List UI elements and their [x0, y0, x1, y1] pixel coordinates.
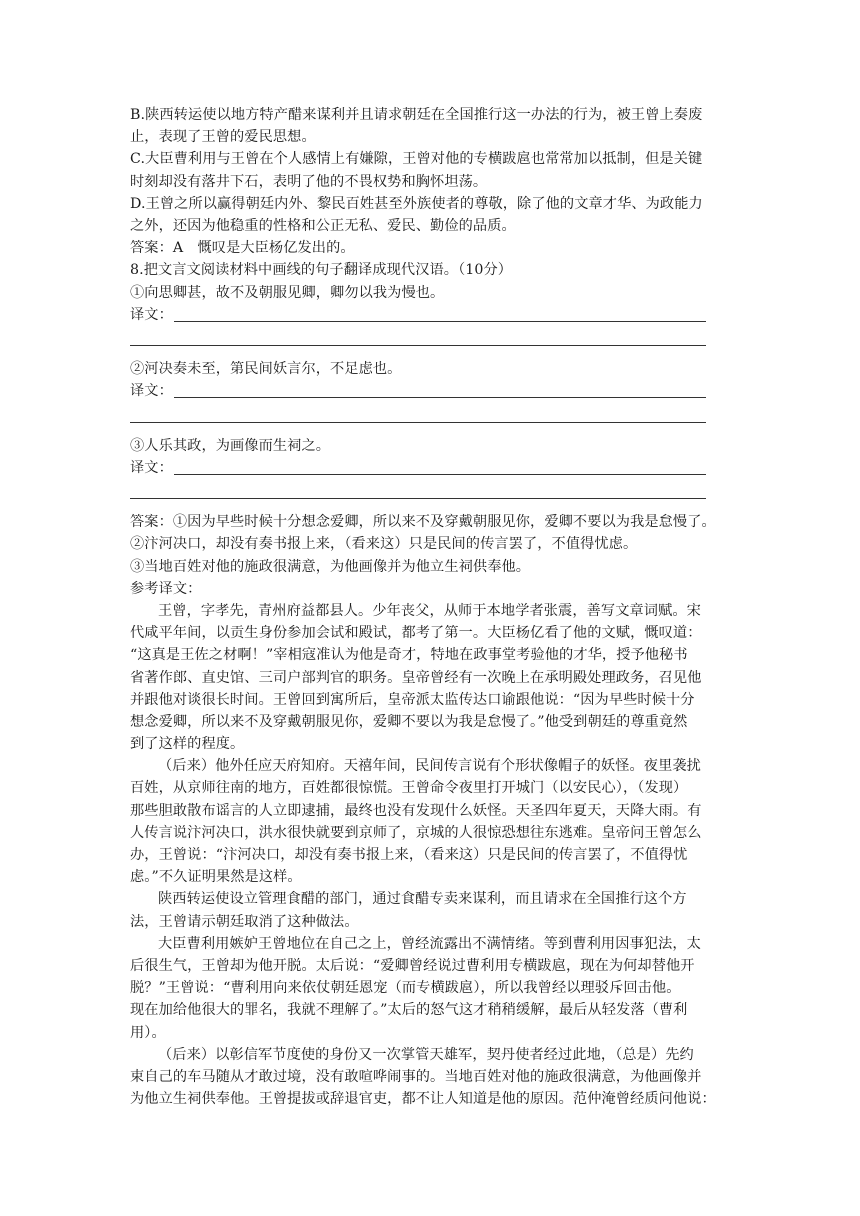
text-line: 想念爱卿，所以来不及穿戴朝服见你，爱卿不要以为我是怠慢了。”他受到朝廷的尊重竟然 [130, 713, 688, 730]
option-c [130, 148, 732, 192]
text-line: 法，王曾请示朝廷取消了这种做法。 [130, 913, 359, 930]
option-d [130, 193, 732, 237]
answer-blank-3b[interactable] [130, 479, 732, 501]
question-8-item-2: ②河决奏未至，第民间妖言尔，不足虑也。 [130, 361, 402, 378]
answer-blank-1[interactable] [130, 304, 732, 326]
text-line: 陕西转运使设立管理食醋的部门，通过食醋专卖来谋利，而且请求在全国推行这个方 [158, 891, 687, 908]
question-8-title: 8.把文言文阅读材料中画线的句子翻译成现代汉语。（10分） [130, 262, 513, 279]
text-line: 百姓，从京师往南的地方，百姓都很惊慌。王曾命令夜里打开城门（以安民心），（发现） [130, 780, 688, 797]
text-line: 那些胆敢散布谣言的人立即逮捕，最终也没有发现什么妖怪。天圣四年夏天，天降大雨。有 [130, 802, 702, 819]
paragraph-4 [130, 933, 732, 1044]
text-line: 代咸平年间，以贡生身份参加会试和殿试，都考了第一。大臣杨亿看了他的文赋，慨叹道： [130, 625, 702, 642]
paragraph-3 [130, 888, 732, 932]
paragraph-1 [130, 600, 732, 755]
answer-underline [174, 397, 706, 398]
text-line: 办，王曾说：“汴河决口，却没有奏书报上来，（看来这）只是民间的传言罢了，不值得忧 [130, 847, 688, 863]
document-page [130, 104, 732, 1110]
text-line: ③当地百姓对他的施政很满意，为他画像并为他立生祠供奉他。 [130, 558, 531, 575]
paragraph-5 [130, 1044, 732, 1111]
text-line: 答案：①因为早些时候十分想念爱卿，所以来不及穿戴朝服见你，爱卿不要以为我是怠慢了。 [130, 514, 716, 531]
answer-underline [174, 321, 706, 322]
text-line: 止，表现了王曾的爱民思想。 [130, 129, 316, 146]
translate-label: 译文： [130, 459, 173, 476]
text-line: 为他立生祠供奉他。王曾提拔或辞退官吏，都不让人知道是他的原因。范仲淹曾经质问他说： [130, 1091, 716, 1108]
text-line: 之外，还因为他稳重的性格和公正无私、爱民、勤俭的品质。 [130, 217, 516, 234]
text-line: 束自己的车马随从才敢过境，没有敢喧哗闹事的。当地百姓对他的施政很满意，为他画像并 [130, 1068, 702, 1085]
answer-underline [174, 474, 706, 475]
text-line: “这真是王佐之材啊！”宰相寇准认为他是奇才，特地在政事堂考验他的才华，授予他秘书 [130, 647, 688, 664]
option-b [130, 104, 732, 148]
text-line: 人传言说汴河决口，洪水很快就要到京师了，京城的人很惊恐想往东逃难。皇帝问王曾怎么 [130, 824, 702, 841]
translate-label: 译文： [130, 306, 173, 323]
question-8-item-3: ③人乐其政，为画像而生祠之。 [130, 437, 331, 454]
text-line: （后来）他外任应天府知府。天禧年间，民间传言说有个形状像帽子的妖怪。夜里袭扰 [158, 758, 701, 775]
question-8-item-1: ①向思卿甚，故不及朝服见卿，卿勿以我为慢也。 [130, 284, 445, 301]
answer-underline [130, 345, 706, 346]
text-line: 后很生气，王曾却为他开脱。太后说：“爱卿曾经说过曹利用专横跋扈，现在为何却替他开 [130, 957, 695, 974]
translate-label: 译文： [130, 383, 173, 400]
answer-blank-2b[interactable] [130, 402, 732, 424]
text-line: D.王曾之所以赢得朝廷内外、黎民百姓甚至外族使者的尊敬，除了他的文章才华、为政能力 [130, 195, 703, 212]
answer-blank-3[interactable] [130, 457, 732, 479]
text-line: 时刻却没有落井下石，表明了他的不畏权势和胸怀坦荡。 [130, 173, 488, 190]
text-line: 脱？”王曾说：“曹利用向来依仗朝廷恩宠（而专横跋扈），所以我曾经以理驳斥回击他。 [130, 980, 681, 997]
answer-underline [130, 498, 706, 499]
text-line: B.陕西转运使以地方特产醋来谋利并且请求朝廷在全国推行这一办法的行为，被王曾上奏废 [130, 107, 703, 123]
text-line: 现在加给他很大的罪名，我就不理解了。”太后的怒气这才稍稍缓解，最后从轻发落（曹利 [130, 1002, 688, 1019]
paragraph-2 [130, 755, 732, 888]
answer-blank-2[interactable] [130, 380, 732, 402]
text-line: 到了这样的程度。 [130, 736, 245, 753]
text-line: 并跟他对谈很长时间。王曾回到寓所后，皇帝派太监传达口谕跟他说：“因为早些时候十分 [130, 691, 695, 708]
text-line: C.大臣曹利用与王曾在个人感情上有嫌隙，王曾对他的专横跋扈也常常加以抵制，但是关键 [130, 151, 703, 168]
answer-blank-1b[interactable] [130, 326, 732, 348]
answer-underline [130, 422, 706, 423]
answer-7: 答案：A 慨叹是大臣杨亿发出的。 [130, 240, 355, 257]
reference-title: 参考译文： [130, 580, 202, 597]
text-line: （后来）以彰信军节度使的身份又一次掌管天雄军，契丹使者经过此地，（总是）先约 [158, 1046, 694, 1063]
text-line: ②汴河决口，却没有奏书报上来，（看来这）只是民间的传言罢了，不值得忧虑。 [130, 536, 638, 553]
text-line: 大臣曹利用嫉妒王曾地位在自己之上，曾经流露出不满情绪。等到曹利用因事犯法，太 [158, 935, 701, 952]
text-line: 王曾，字孝先，青州府益都县人。少年丧父，从师于本地学者张震，善写文章词赋。宋 [158, 602, 701, 619]
text-line: 省著作郎、直史馆、三司户部判官的职务。皇帝曾经有一次晚上在承明殿处理政务，召见他 [130, 669, 702, 686]
text-line: 虑。”不久证明果然是这样。 [130, 869, 302, 886]
answer-8 [130, 511, 732, 578]
text-line: 用）。 [130, 1024, 166, 1041]
